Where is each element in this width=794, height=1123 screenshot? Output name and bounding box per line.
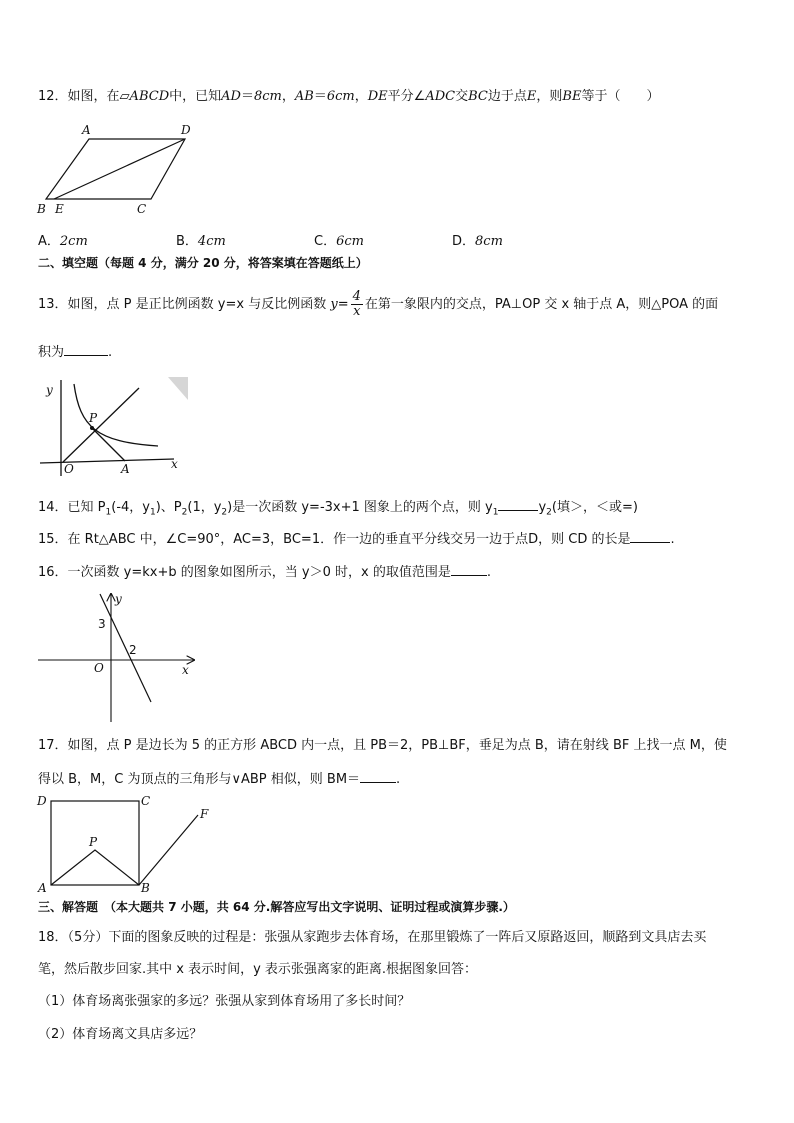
q17-figure (34, 788, 224, 896)
answer-blank-14[interactable] (498, 498, 538, 511)
line-y-equals-x (63, 388, 139, 462)
q12-number: 12． (38, 89, 68, 104)
label-y: y (46, 383, 53, 397)
scan-shadow (168, 377, 188, 400)
q14-stem: 14．已知 $P_1(-4$，$y_1$)、$P_2(1$，$y_2$)是一次函数 y=-3x+1 图象上的两个点，则 $y_1$ $y_2$(填＞，＜或=) (38, 500, 638, 518)
ray-bf (139, 815, 198, 885)
q17-stem-line2: 得以 B，M，C 为顶点的三角形与∨ABP 相似，则 BM＝ . (38, 772, 401, 787)
q17-stem-line1: 17．如图，点 P 是边长为 5 的正方形 ABCD 内一点，且 PB＝2，PB⊥BF，垂足为点 B，请在射线 BF 上找一点 M，使 (38, 738, 727, 753)
q12-option-b[interactable]: B．4cm (176, 234, 226, 249)
label-a: A (82, 123, 91, 137)
q18-stem-line2: 笔，然后散步回家.其中 x 表示时间，y 表示张强离家的距离.根据图象回答： (38, 962, 478, 977)
segment-pa (92, 428, 125, 461)
line-y-equals-kx-plus-b (100, 594, 151, 702)
label-x: x (171, 457, 178, 471)
q16-stem: 16．一次函数 y=kx+b 的图象如图所示，当 y＞0 时，x 的取值范围是 . (38, 565, 491, 580)
answer-blank-13[interactable] (64, 343, 108, 356)
label-f: F (200, 807, 209, 821)
q12-option-a[interactable]: A．2cm (38, 234, 88, 249)
label-p: P (89, 835, 98, 849)
label-p: P (89, 411, 98, 425)
q16-graph (34, 590, 204, 725)
label-o: O (64, 462, 74, 476)
q15-stem: 15．在 Rt△ABC 中，∠C=90°，AC=3，BC=1．作一边的垂直平分线交另一边于点D，则 CD 的长是 . (38, 532, 675, 547)
x-axis (40, 459, 174, 463)
fraction-4-over-x: $\frac{4}{x}$ (352, 289, 361, 319)
q12-stem: 12．如图，在▱ABCD中，已知AD＝8cm，AB＝6cm，DE平分∠ADC交BC边于点E，则BE等于（ ） (38, 89, 660, 104)
q18-part-2: （2）体育场离文具店多远？ (38, 1027, 203, 1042)
label-y: y (115, 592, 122, 606)
q13-stem-line2: 积为 . (38, 345, 113, 360)
reciprocal-curve (74, 384, 158, 446)
q12-option-c[interactable]: C．6cm (314, 234, 364, 249)
label-a: A (121, 462, 130, 476)
q18-part-1: （1）体育场离张强家的多远？张强从家到体育场用了多长时间？ (38, 994, 411, 1009)
label-a: A (38, 881, 47, 895)
label-c: C (141, 794, 151, 808)
label-x: x (182, 663, 189, 677)
label-e: E (55, 202, 64, 216)
q18-stem-line1: 18．（5分）下面的图象反映的过程是：张强从家跑步去体育场，在那里锻炼了一阵后又原路返回，顺路到文具店去买 (38, 930, 707, 945)
parallelogram-figure (30, 120, 210, 220)
q12-option-d[interactable]: D．8cm (452, 234, 503, 249)
q13-stem-line1: 13．如图，点 P 是正比例函数 y=x 与反比例函数 y= $\frac{4}{x}$ 在第一象限内的交点，PA⊥OP 交 x 轴于点 A，则△POA 的面 (38, 289, 719, 319)
label-2: 2 (129, 643, 137, 657)
section-3-heading: 三、解答题 （本大题共 7 小题，共 64 分.解答应写出文字说明、证明过程或演算步骤.） (38, 900, 515, 914)
label-b: B (141, 881, 150, 895)
label-3: 3 (98, 617, 106, 631)
point-p (90, 426, 94, 430)
label-d: D (181, 123, 191, 137)
label-b: B (37, 202, 46, 216)
label-c: C (137, 202, 147, 216)
label-o: O (94, 661, 104, 675)
answer-blank-16[interactable] (451, 563, 487, 576)
segments-ap-pb (51, 850, 139, 885)
label-d: D (37, 794, 47, 808)
answer-blank-15[interactable] (630, 530, 670, 543)
section-2-heading: 二、填空题（每题 4 分，满分 20 分，将答案填在答题纸上） (38, 256, 368, 270)
segment-de (54, 139, 185, 199)
q13-graph (36, 372, 196, 477)
answer-blank-17[interactable] (360, 770, 396, 783)
